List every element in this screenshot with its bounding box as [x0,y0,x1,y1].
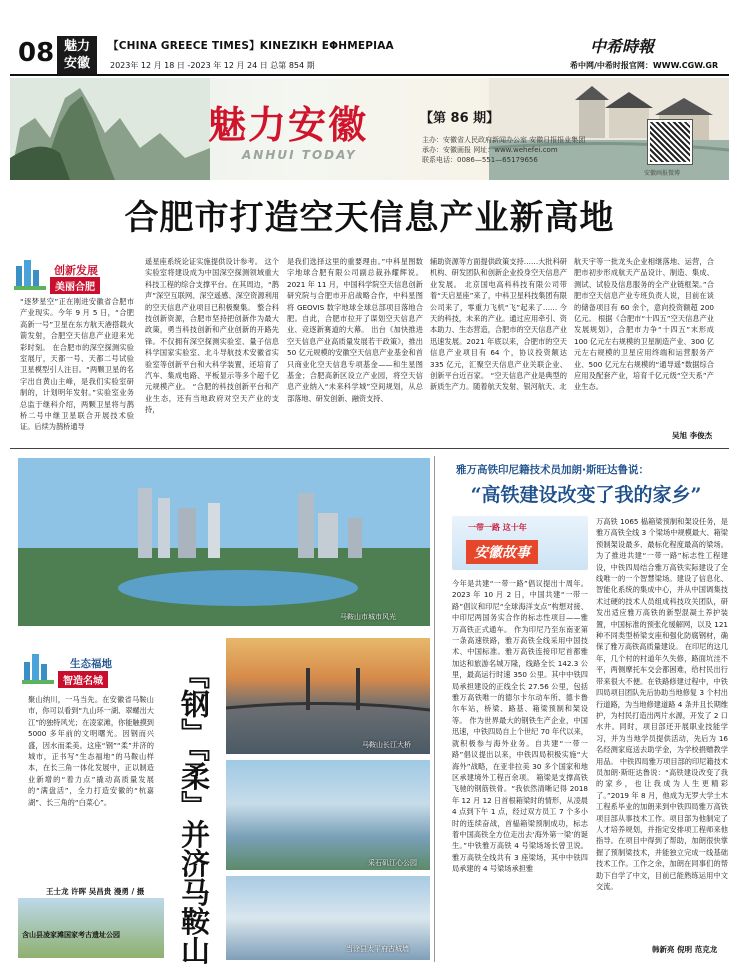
caption-lingjiatan: 含山县凌家滩国家考古遗址公园 [22,931,120,939]
masthead: 【CHINA GREECE TIMES】KINEZIKH EΦHMEPIAA [108,40,394,52]
city-icon [22,648,54,684]
lingjiatan-photo [18,898,164,958]
section-divider [10,448,729,449]
article2-vertical-title: 『钢』『柔』并济马鞍山 [177,660,211,965]
brand-title: 魅力安徽 [208,102,369,147]
meta-organizer[interactable]: 承办：安徽画报 网址：www.wehefei.com [422,146,558,154]
belt-road-badge [452,516,588,570]
brand-subtitle: ANHUI TODAY [242,148,357,162]
caption-bridge: 马鞍山长江大桥 [362,741,411,749]
skyline-icon [14,256,46,290]
qr-caption: 安徽画报微博 [644,170,681,177]
mountain-illustration [10,78,210,180]
dateline: 2023年 12 月 18 日 -2023 年 12 月 24 日 总第 854 期 [110,61,315,70]
bridge-drawing [226,638,430,754]
article1-col3: 是我们选择这里的重要理由。”中科星图数字地球合肥有限公司副总裁孙耀辉说。 2021 年 11 月，中国科学院空天信息创新研究院与合肥市开启战略合作，中科星图将 GEOVIS 数字地球全球总部项目落地合肥。自此，合肥市拉开了谋划空天信息产业、竞逐新赛道的大幕。 出台《加快推进空天信息产业高质量发展若干政策》，推出 50 亿元规模的安徽空天信息产业基金和首只商业化空天信息专项基金——和生星图基金；合肥高新区设立产业园，将空天信息产业纳入“未来科学城”空间规划，从总部落地、研发创新、融资支持、 [287,257,423,403]
issue-number: 【第 86 期】 [420,111,500,126]
section-label [57,36,97,74]
caption-city: 马鞍山市城市风光 [340,613,396,621]
section-line1: 魅力 [63,39,90,54]
article3-col2: 万高铁 1065 榀箱梁预制和架设任务，是雅万高铁全线 3 个梁场中规模最大、箱梁预制架设最多、最标化程度最高的梁场。为了推进共建“一带一路”标志性工程建设，中铁四局结合雅万高铁实际建设了全线唯一的一个智慧梁场。建设了信息化、智能化系统的集成中心，并从中国调集技术过硬的技术人员组成科技攻关团队，研发出适应雅万高铁的新型混凝土养护装置，中国标准的预张化缓解网，以及 121 种不同类型桥梁支座和强化防腐钢材，确保了雅万高铁高质量建设。 在印尼的这几年，几个村的村道年久失修，路面坑洼不平，两侧摩托车交会都困难，给村民出行带来很大不便。在铁路修建过程中，中铁四局项目团队先后协助当地修复 3 个村出行道路，为当地修建道路 4 条并且长期维护，为村民打造出两片水源，开发了 2 口水井。同时，项目部还开展职业技能学习，并为当地学员提供活动，先后为 16 名经测家庭送去助学金，为学校捐赠教学用品。 中铁四局雅万项目部的印尼籍技术员加朗·斯旺达鲁说：“高铁建设改变了我的家乡，也让我成为人生更精彩了。”2019 年 8 月，他成为无罗大学土木工程系毕业的加朗来到中铁四局雅万高铁项目部从事技术工作。项目部为他制定了人才培养规划，并指定安排项工程师来他指导。在项目中得到了帮助，加朗很快掌握了预制梁技术，并能独立完成一线基础技术工作。工作之余，加朗在同事们的帮助下自学了中文，目前已能熟练运用中文交流。 [596,517,728,891]
article1-col2: 遥星座系统论证实施提供设计参考。 这个实验室将建设成为中国深空探测领域重大科技工程的综合支撑平台。在其周边，“鹊声”深空互联网、深空遥感、深空资源利用的空天信息产业项目已积极聚集。 整合科技创新资源，合肥市坚持把创新作为最大政策，勇当科技创新和产业创新的开路先锋。不仅拥有深空探测实验室、量子信息科学国家实验室、北斗导航技术安徽省实验室等创新平台和大科学装置，还培育了汽车、集成电路、平板显示等多个超千亿元规模产业。 “合肥的科技创新平台和产业生态，还有当地政府对空天产业的支持， [145,257,279,415]
article3-subhead: 雅万高铁印尼籍技术员加朗·斯旺达鲁说： [456,464,649,476]
article2-label-bottom: 智造名城 [58,671,108,688]
article1-col5: 航天宇等一批龙头企业相继落地、运营，合肥市初步形成航天产品设计、制造、集成、测试、试验及信息服务的全产业链框架。”合肥市空天信息产业专班负责人说，目前在谈的储备项目有 60 余个，意向投资额超 200 亿元。 根据《合肥市“十四五”空天信息产业发展规划》，合肥市力争“十四五”末形成 100 亿元左右规模的卫星制造产业、300 亿元左右规模的卫星应用终端和运营服务产业、500 亿元左右规模的“通导遥”数据综合应用及配套产业，培育千亿元级“空天系”产业生态。 [574,257,714,392]
page-number: 08 [18,38,55,68]
article1-label [14,256,124,294]
bridge-photo [226,638,430,754]
header-rule [10,74,729,76]
article2-label-top: 生态福地 [70,658,112,670]
banner-meta [422,135,585,165]
park-photo [226,760,430,870]
article1-col1: “逐梦星空”正在刚进安徽省合肥市产业现实。今年 9 月 5 日，“合肥高新一号”卫星在东方航天港搭载火箭发射，合肥空天信息产业迎来光彩时刻。 在合肥市的深空探测实验室展厅，天都一号、天都二号试验卫星模型引人注目。“两颗卫星的名字出自黄山主峰，是我们实验室研制的，计划明年发射。”实验室业务总监于继科介绍，两颗卫星将与鹊桥二号中继卫星联合开展技术验证。后续为鹊桥通导 [20,297,134,432]
newspaper-logo: 中希時報 [590,37,655,56]
badge-bottom: 安徽故事 [466,540,538,564]
qr-code-icon[interactable] [648,120,692,164]
main-headline: 合肥市打造空天信息产业新高地 [124,198,615,238]
article1-col4: 辅助资源等方面提供政策支持……大批科研机构、研发团队和创新企业投身空天信息产业发展。 北京国电高科科技有限公司带着“天启星座”来了，中科卫星科技集团有限公司来了，零重力飞机“飞”起来了…… 今天的科技，未来的产业。通过应用牵引、资本助力、生态营造，合肥市的空天信息产业迅速发展。2021 年底以来，合肥市的空天信息产业项目有 64 个，协议投资额达 335 亿元，汇聚空天信息产业关联企业、创新平台近百家。 “空天信息产业是典型的新质生产力。随着航天发射、银河航天、北 [430,257,567,392]
banner [10,78,729,180]
article1-byline: 吴旭 李俊杰 [672,431,713,440]
city-photo [18,458,430,626]
article2-label [22,648,152,688]
article3-col1: 今年是共建“一带一路”倡议提出十周年。2023 年 10 月 2 日，中国共建“一带一路”倡议和印尼“全球海洋支点”构想对接、中印尼两国务实合作的标志性项目——雅万高铁正式通车。 作为印尼乃至东南亚第一条高速铁路，雅万高铁全线采用中国技术、中国标准。雅万高铁连接印尼首都雅加达和旅游名城万隆，线路全长 142.3 公里，最高运行时速 350 公里。其中中铁四局承担建设的正线全长 27.56 公里，包括雅万高铁唯一的德尔卡尔动车所、德卡鲁尔车站，桥梁、路基、箱梁预制和架设等。 作为世界最大的钢铁生产企业，中国迅速，中铁四局自上个世纪 70 年代以来，就积极参与海外业务。自共建“一带一路”倡议提出以来，中铁四局积极实施“大海外”战略，在亚非拉美 30 多个国家和地区承建境外工程百余项。 箱梁是支撑高铁飞驰的钢筋铁骨。“我依然清晰记得 2018 年 12 月 12 日首根箱梁时的情形，从凌晨 4 点到下午 1 点，经过双方员工 7 个多小时的连续奋战，首榀箱梁预制成功，标志着中国高铁全方位走出去‘海外第一梁’的诞生。”中铁雅万高铁 4 号梁场场长曾卫说。 雅万高铁全线共有 3 座梁场，其中中铁四局承建的 4 号梁场承担雅 [452,579,588,874]
section-line2: 安徽 [63,56,90,71]
article1-label-top: 创新发展 [54,264,98,277]
article3-headline: “高铁建设改变了我的家乡” [470,484,702,506]
city-skyline [18,458,430,626]
badge-top: 一带一路 这十年 [468,523,527,532]
column-divider [434,456,435,962]
article2-byline: 王士龙 许晖 吴昌贵 漫勇 / 摄 [46,887,145,896]
caption-park: 采石矶江心公园 [368,859,417,867]
article1-label-bottom: 美丽合肥 [50,277,100,294]
meta-host: 主办：安徽省人民政府新闻办公室 安徽日报报业集团 [422,136,586,144]
meta-phone: 联系电话：0086—551—65179656 [422,156,538,164]
article2-intro: 聚山纳川，一马当先。在安徽省马鞍山市，你可以看到“九山环一湖、翠螺出大江”的独特风光；在凌家滩，你能触摸到 5000 多年前的文明曙光。因钢而兴盛，因水而柔美。这座“钢”“柔”并济的城市，正书写“生态福地”的马鞍山样本，在长三角一体化发展中，正以制造业新增的“着力点”撬动高质量发展的“满盘活”，全力打造安徽的“杭嘉湖”、长三角的“白菜心”。 [28,695,154,807]
article3-byline: 韩新亮 倪明 范克龙 [652,945,718,954]
caption-citywall: 当涂县太平府古城墙 [346,945,409,953]
website-line[interactable]: 希中网/中希时报官网：WWW.CGW.GR [570,61,719,70]
